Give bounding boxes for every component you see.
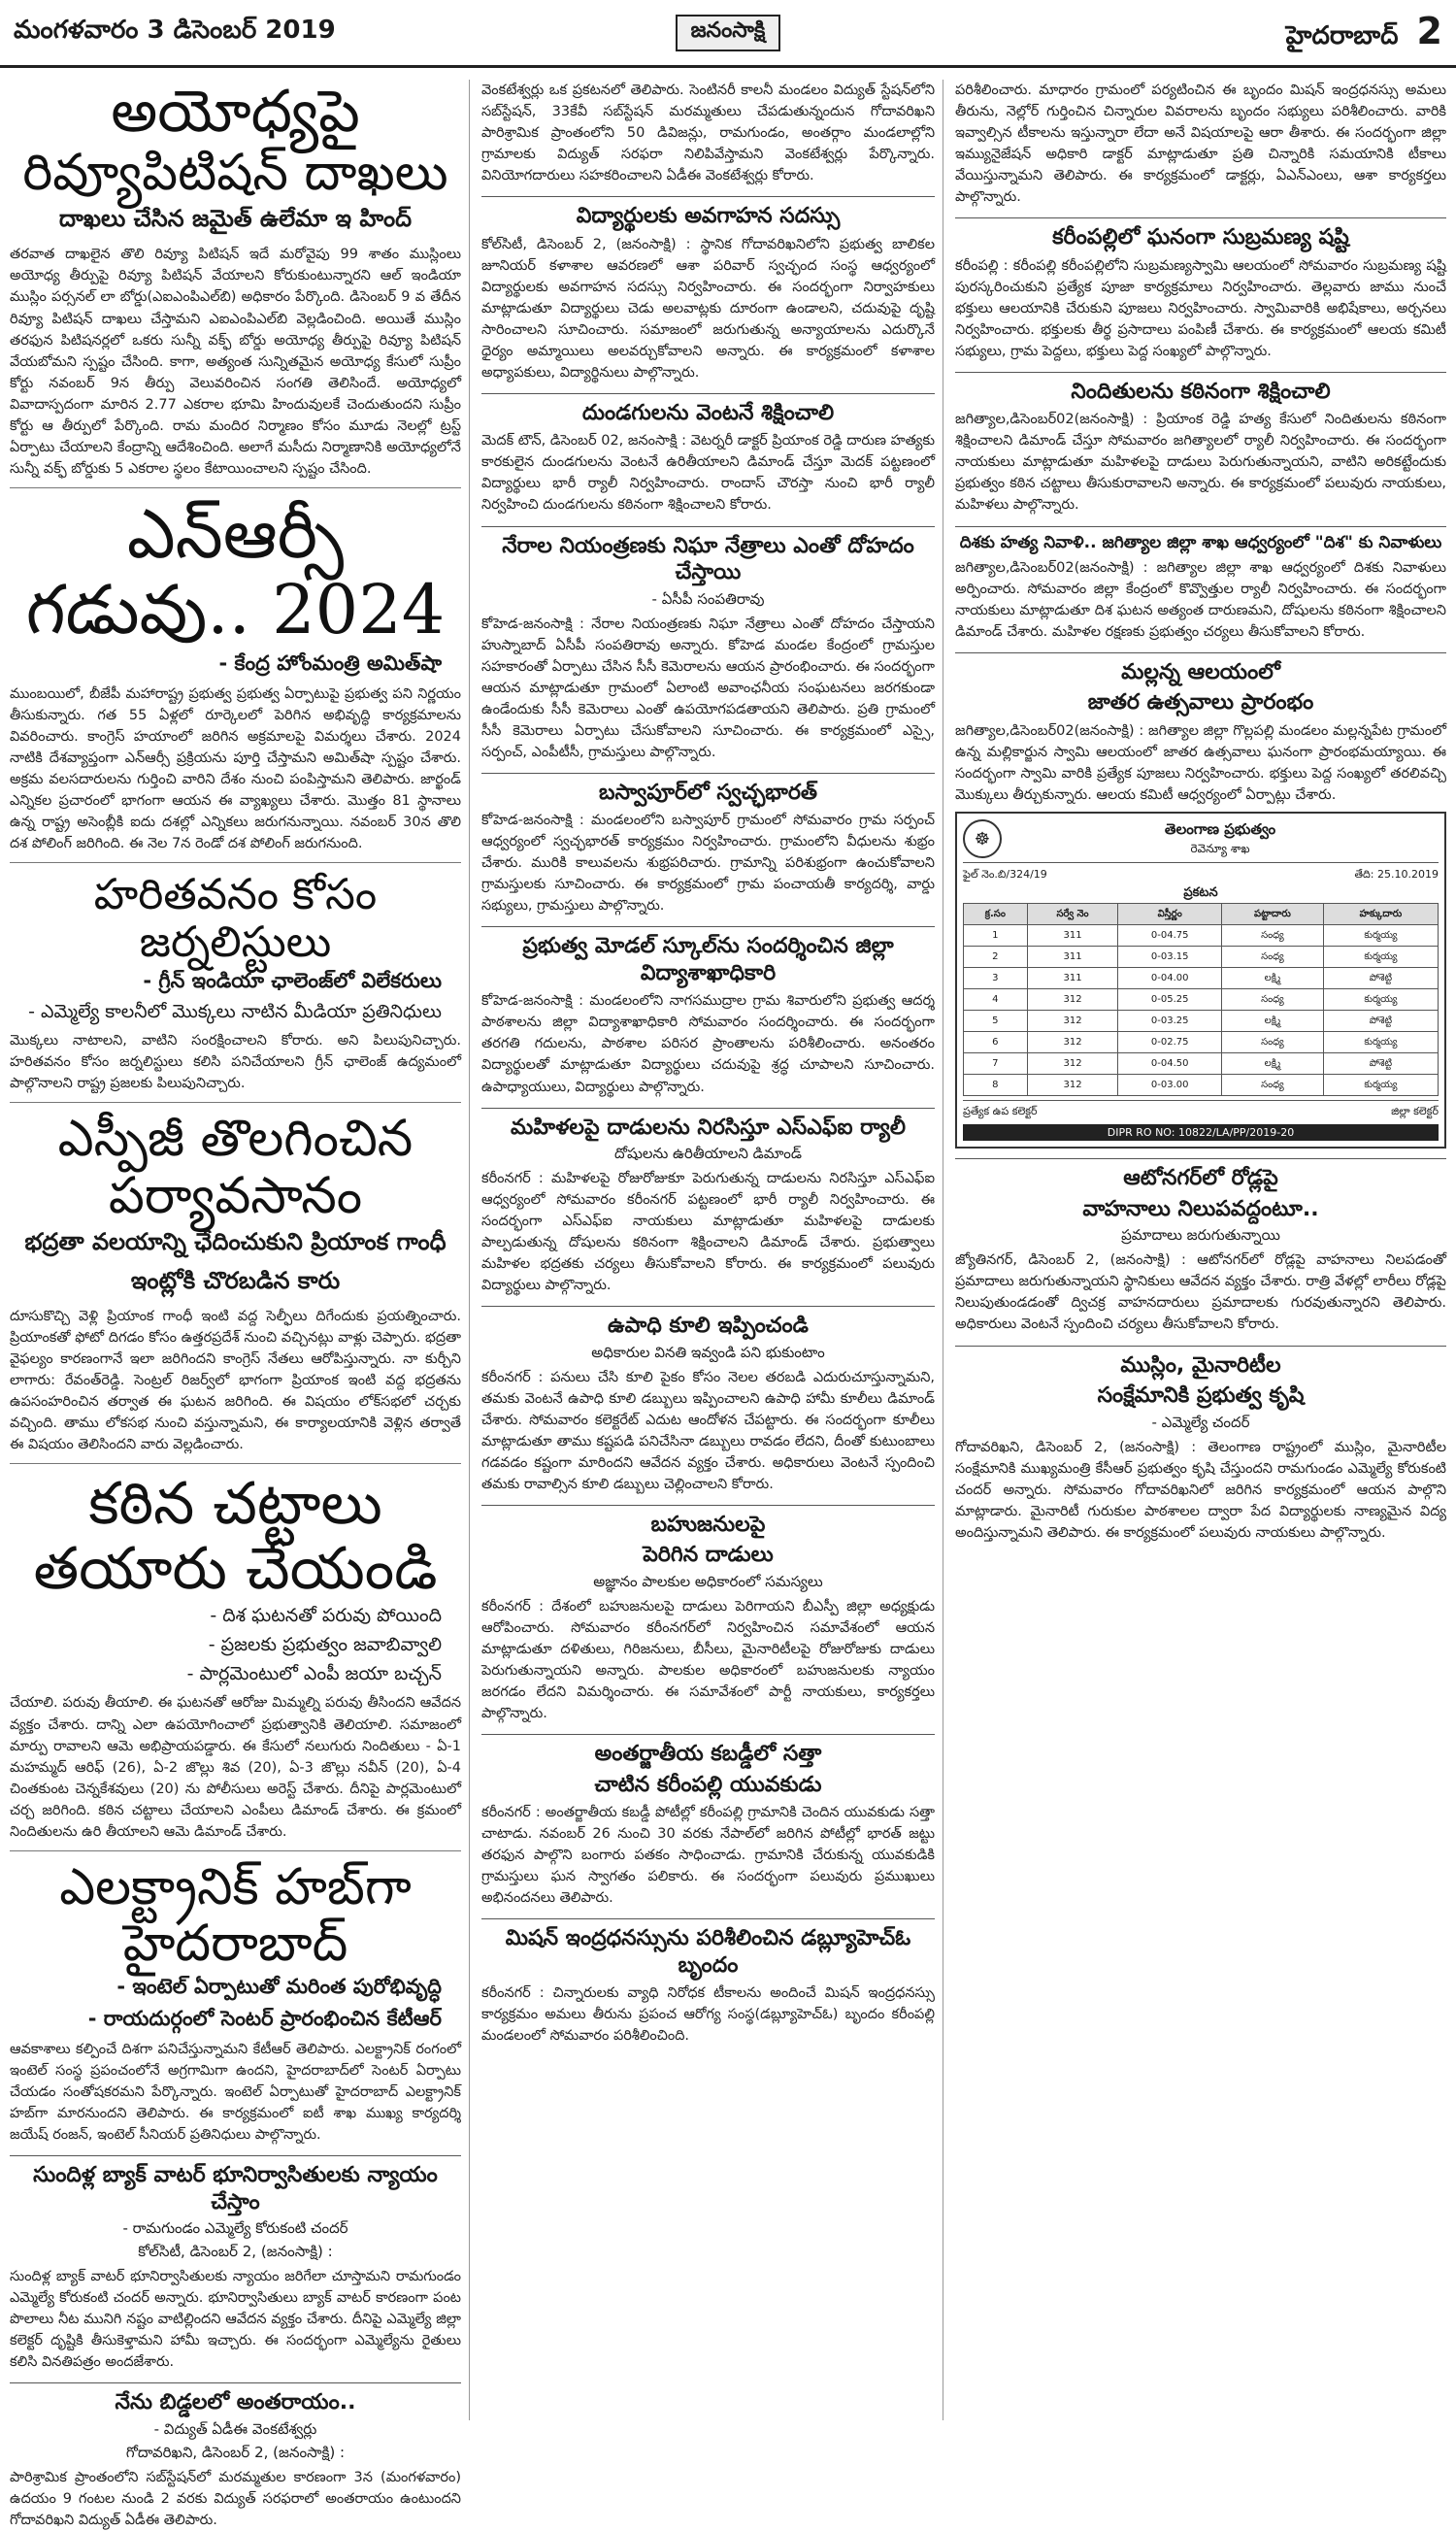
table-cell: 7 (964, 1053, 1028, 1075)
ad-dept: రెవెన్యూ శాఖ (1190, 841, 1250, 855)
table-cell: 0-03.00 (1118, 1075, 1222, 1096)
table-cell: కుర్మయ్య (1323, 947, 1438, 968)
story-byline: - రామగుండం ఎమ్మెల్యే కోరుకంటి చందర్ (122, 2219, 348, 2238)
story-headline: మల్లన్న ఆలయంలో (955, 652, 1446, 686)
story-headline: అయోధ్యపై (111, 78, 360, 146)
story-shashti (955, 217, 1446, 362)
table-cell: 2 (964, 947, 1028, 968)
story-headline: ఎన్ఆర్సీ (126, 493, 345, 574)
table-row (964, 1053, 1439, 1075)
story-byline: ప్రమాదాలు జరుగుతున్నాయి (1121, 1226, 1280, 1245)
table-cell: 0-02.75 (1118, 1032, 1222, 1053)
story-headline: సంక్షేమానికి ప్రభుత్వ కృషి (1097, 1383, 1305, 1409)
ad-meta (963, 867, 1439, 882)
story-body: పారిశ్రామిక ప్రాంతంలోని సబ్‌స్టేషన్‌లో మరమ్మతుల కారణంగా 3న (మంగళవారం) ఉదయం 9 గంటల నుండి 2 వరకు విద్యుత్ సరఫరాలో అంతరాయం ఉంటుందని గోదావరిఖని విద్యుత్ ఏడీఈ తెలిపారు. (10, 2469, 461, 2529)
story-body: కరీంనగర్ : పనులు చేసి కూలి పైకం కోసం నెలల తరబడి ఎదురుచూస్తున్నామని, తమకు వెంటనే ఉపాధి కూలి డబ్బులు ఇప్పించాలని ఉపాధి హామీ కూలీలు డిమాండ్ చేశారు. సోమవారం కలెక్టరేట్ ఎదుట ఆందోళన చేపట్టారు. ఈ సందర్భంగా కూలీలు మాట్లాడుతూ తాము కష్టపడి పనిచేసినా డబ్బులు రావడం లేదని, దీంతో కుటుంబాలు గడవడం కష్టంగా మారిందని ఆవేదన వ్యక్తం చేశారు. అధికారులు వెంటనే స్పందించి తమకు రావాల్సిన కూలి డబ్బులు చెల్లించాలని కోరారు. (481, 1369, 935, 1492)
table-cell: 312 (1027, 1053, 1118, 1075)
story-body: వెంకటేశ్వర్లు ఒక ప్రకటనలో తెలిపారు. సెంటినరీ కాలనీ మండలం విద్యుత్ స్టేషన్‌లోని సబ్‌స్టేషన్, 33కేవీ సబ్‌స్టేషన్ మరమ్మతులు చేపడుతున్నందున గోదావరిఖని పారిశ్రామిక ప్రాంతంలోని 50 డివిజన్లు, రామగుండం, అంతర్గాం మండలాల్లోని గ్రామాలకు విద్యుత్ సరఫరా నిలిపివేస్తామని వెంకటేశ్వర్లు పేర్కొన్నారు. వినియోగదారులు సహకరించాలని ఏడీఈ వెంకటేశ్వర్లు కోరారు. (481, 83, 935, 184)
story-body: తరవాత దాఖలైన తొలి రివ్యూ పిటిషన్ ఇదే మరోవైపు 99 శాతం ముస్లింలు అయోధ్య తీర్పుపై రివ్యూ పిటిషన్ వేయాలని కోరుకుంటున్నారని ఆల్ ఇండియా ముస్లిం పర్సనల్ లా బోర్డు(ఎఐఎంపిఎల్‌బి) అధికారం పేర్కొంది. డిసెంబర్ 9 వ తేదీన రివ్యూ పిటిషన్ దాఖలు చేస్తామని ఎఐఎంపిఎల్‌బి వెల్లడించింది. అయితే ముస్లిం తరఫున పిటిషనర్లలో ఒకరు సున్నీ వక్ఫ్ బోర్డు అయోధ్య తీర్పుపై రివ్యూ పిటిషన్ వేయబోమని స్పష్టం చేసింది. కాగా, అత్యంత సున్నితమైన అయోధ్య కేసులో సుప్రీం కోర్టు నవంబర్ 9న తీర్పు వెలువరించిన సంగతి తెలిసిందే. అయోధ్యలో వివాదాస్పదంగా మారిన 2.77 ఎకరాల భూమి హిందువులకే చెందుతుందని సుప్రీం కోర్టు ఆ తీర్పులో పేర్కొంది. రామ మందిర నిర్మాణం కోసం మూడు నెలల్లో ట్రస్ట్ ఏర్పాటు చేయాలని కేంద్రాన్ని ఆదేశించింది. అలాగే మసీదు నిర్మాణానికి అయోధ్యలోనే సున్నీ వక్ఫ్ బోర్డుకు 5 ఎకరాల స్థలం కేటాయించాలని స్పష్టం చేసింది. (10, 247, 461, 477)
table-cell: 312 (1027, 1075, 1118, 1096)
table-row (964, 1075, 1439, 1096)
story-awareness (481, 196, 935, 383)
story-headline: హైదరాబాద్ (122, 1914, 348, 1973)
edition-city: హైదరాబాద్ (1285, 20, 1399, 50)
story-body: కోహెడ-జనంసాక్షి : నేరాల నియంత్రణకు నిఘా నేత్రాలు ఎంతో దోహదం చేస్తాయని హుస్నాబాద్ ఏసీపీ సంపతిరావు అన్నారు. కోహెడ మండల కేంద్రంలో గ్రామస్తుల సహకారంతో ఏర్పాటు చేసిన సీసీ కెమెరాలను ఆయన ప్రారంభించారు. ఈ సందర్భంగా ఆయన మాట్లాడుతూ గ్రామంలో ఏలాంటి అవాంఛనీయ సంఘటనలు జరగకుండా ఉండేందుకు సీసీ కెమెరాలు ఎంతో ఉపయోగపడతాయని తెలిపారు. ప్రతి గ్రామంలో సీసీ కెమెరాలు ఏర్పాటు చేసుకోవాలని సూచించారు. ఈ కార్యక్రమంలో ఎస్సై, సర్పంచ్, ఎంపీటీసీ, గ్రామస్తులు పాల్గొన్నారు. (481, 616, 935, 760)
story-body: చేయాలి. పరువు తీయాలి. ఈ ఘటనతో ఆరోజు మిమ్మల్ని పరువు తీసిందని ఆవేదన వ్యక్తం చేశారు. దాన్ని ఎలా ఉపయోగించాలో ప్రభుత్వానికి తెలియాలి. సమాజంలో మార్పు రావాలని ఆమె అభిప్రాయపడ్డారు. ఈ కేసులో నలుగురు నిందితులు - ఏ-1 మహమ్మద్ ఆరిఫ్ (26), ఏ-2 జొల్లు శివ (20), ఏ-3 జొల్లు నవీన్ (20), ఏ-4 చింతకుంట చెన్నకేశవులు (20) ను పోలీసులు అరెస్ట్ చేశారు. దీనిపై పార్లమెంటులో చర్చ జరిగింది. కఠిన చట్టాలు చేయాలని ఎంపీలు డిమాండ్ చేశారు. ఈ క్రమంలో నిందితులను ఉరి తీయాలని ఆమె డిమాండ్ చేశారు. (10, 1695, 461, 1840)
story-headline: మిషన్ ఇంద్రధనస్సును పరిశీలించిన డబ్ల్యూహెచ్ఓ బృందం (481, 1918, 935, 1979)
story-byline: - ఏసీపీ సంపతిరావు (651, 589, 765, 608)
table-cell: లక్ష్మి (1222, 968, 1324, 989)
story-body: కరీంనగర్ : మహిళలపై రోజురోజుకూ పెరుగుతున్న దాడులను నిరసిస్తూ ఎస్ఎఫ్ఐ ఆధ్వర్యంలో సోమవారం కరీంనగర్ పట్టణంలో భారీ ర్యాలీ నిర్వహించారు. ఈ సందర్భంగా ఎస్ఎఫ్ఐ నాయకులు మాట్లాడుతూ మహిళలపై దాడులకు పాల్పడుతున్న దోషులను కఠినంగా శిక్షించాలని డిమాండ్ చేశారు. ప్రభుత్వాలు మహిళల భద్రతకు చర్యలు తీసుకోవాలని కోరారు. ఈ కార్యక్రమంలో పలువురు విద్యార్థులు పాల్గొన్నారు. (481, 1171, 935, 1294)
story-mallanna (955, 652, 1446, 806)
story-body: కరీంనగర్ : అంతర్జాతీయ కబడ్డీ పోటీల్లో కరీంపల్లి గ్రామానికి చెందిన యువకుడు సత్తా చాటాడు. నవంబర్ 26 నుంచి 30 వరకు నేపాల్‌లో జరిగిన పోటీల్లో భారత్ జట్టు తరఫున పాల్గొని బంగారు పతకం సాధించాడు. గ్రామానికి చేరుకున్న యువకుడికి గ్రామస్తులు ఘన స్వాగతం పలికారు. ఈ సందర్భంగా పలువురు ప్రముఖులు అభినందనలు తెలిపారు. (481, 1805, 935, 1907)
story-headline: ఆటోనగర్‌లో రోడ్లపై (955, 1158, 1446, 1192)
story-body: కోహెడ-జనంసాక్షి : మండలంలోని బస్వాపూర్ గ్రామంలో సోమవారం గ్రామ సర్పంచ్ ఆధ్వర్యంలో స్వచ్ఛభారత్ కార్యక్రమం నిర్వహించారు. గ్రామంలోని వీధులను శుభ్రం చేశారు. మురికి కాలువలను శుభ్రపరిచారు. గ్రామాన్ని పరిశుభ్రంగా ఉంచుకోవాలని గ్రామస్తులకు సూచించారు. ఈ కార్యక్రమంలో గ్రామ పంచాయతీ కార్యదర్శి, వార్డు సభ్యులు, గ్రామస్తులు పాల్గొన్నారు. (481, 813, 935, 915)
ad-footer (963, 1100, 1439, 1120)
column-header: హక్కుదారు (1323, 904, 1438, 925)
ad-ref: ఫైల్ నెం.బి/324/19 (963, 868, 1047, 881)
story-headline: మహిళలపై దాడులను నిరసిస్తూ ఎస్ఎఫ్ఐ ర్యాలీ (481, 1108, 935, 1142)
story-haritavanam (10, 871, 461, 1095)
ad-signatory-left: ప్రత్యేక ఉప కలెక్టర్ (963, 1105, 1038, 1118)
divider (10, 862, 461, 863)
story-headline: నిందితులను కఠినంగా శిక్షించాలి (955, 372, 1446, 406)
story-subhead: భద్రతా వలయాన్ని ఛేదించుకుని ప్రియాంక గాంధీ (24, 1227, 447, 1255)
story-headline: ఎస్పీజీ తొలగించిన (57, 1110, 414, 1169)
issue-date: మంగళవారం 3 డిసెంబర్ 2019 (14, 15, 336, 45)
story-headline: ఉపాధి కూలి ఇప్పించండి (481, 1306, 935, 1340)
story-body: మెదక్ టౌన్, డిసెంబర్ 02, జనంసాక్షి : వెటర్నరీ డాక్టర్ ప్రియాంక రెడ్డి దారుణ హత్యకు కారకులైన దుండగులను వెంటనే ఉరితీయాలని డిమాండ్ చేస్తూ మెదక్ పట్టణంలో విద్యార్థులు భారీ ర్యాలీ నిర్వహించారు. రాందాస్ చౌరస్తా నుంచి భారీ ర్యాలీ నిర్వహించి దుండగులను కఠినంగా శిక్షించాలని కోరారు. (481, 433, 935, 514)
table-row (964, 947, 1439, 968)
column-header: విస్తీర్ణం (1118, 904, 1222, 925)
story-body: జ్యోతినగర్, డిసెంబర్ 2, (జనంసాక్షి) : ఆటోనగర్‌లో రోడ్లపై వాహనాలు నిలపడంతో ప్రమాదాలు జరుగుతున్నాయని స్థానికులు ఆవేదన వ్యక్తం చేశారు. రాత్రి వేళల్లో లారీలు రోడ్లపై నిలుపుతుండడంతో ద్విచక్ర వాహనదారులు ప్రమాదాలకు గురవుతున్నారని తెలిపారు. అధికారులు వెంటనే స్పందించి చర్యలు తీసుకోవాలని కోరారు. (955, 1252, 1446, 1333)
story-headline: ముస్లిం, మైనారిటీల (955, 1346, 1446, 1380)
story-body: జగిత్యాల,డిసెంబర్02(జనంసాక్షి) : జగిత్యాల జిల్లా శాఖ ఆధ్వర్యంలో దిశకు నివాళులు అర్పించారు. సోమవారం జిల్లా కేంద్రంలో కొవ్వొత్తుల ర్యాలీ నిర్వహించారు. ఈ సందర్భంగా నాయకులు మాట్లాడుతూ దిశ ఘటన అత్యంత దారుణమని, దోషులను కఠినంగా శిక్షించాలని డిమాండ్ చేశారు. మహిళల రక్షణకు ప్రభుత్వం చర్యలు తీసుకోవాలని కోరారు. (955, 559, 1446, 640)
table-cell: 3 (964, 968, 1028, 989)
story-body: కోల్‌సిటీ, డిసెంబర్ 2, (జనంసాక్షి) : స్థానిక గోదావరిఖనిలోని ప్రభుత్వ బాలికల జూనియర్ కళాశాల ఆవరణలో ఆశా పరివార్ స్వచ్ఛంద సంస్థ ఆధ్వర్యంలో విద్యార్థులకు అవగాహన సదస్సు నిర్వహించారు. ఈ సందర్భంగా నిర్వాహకులు మాట్లాడుతూ విద్యార్థులు చెడు అలవాట్లకు దూరంగా ఉండాలని, చదువుపై దృష్టి సారించాలని సూచించారు. సమాజంలో జరుగుతున్న అన్యాయాలను ఎదుర్కొనే ధైర్యం అమ్మాయిలు అలవర్చుకోవాలని అన్నారు. ఈ కార్యక్రమంలో కళాశాల అధ్యాపకులు, విద్యార్థినులు పాల్గొన్నారు. (481, 236, 935, 381)
story-headline: గడువు.. 2024 (25, 570, 446, 650)
story-body: దూసుకొచ్చి వెళ్లి ప్రియాంక గాంధీ ఇంటి వద్ద సెల్ఫీలు దిగేందుకు ప్రయత్నించారు. ప్రియాంకతో ఫోటో దిగడం కోసం ఉత్తరప్రదేశ్ నుంచి వచ్చినట్లు వాళ్లు చెప్పారు. భద్రతా వైఫల్యం కారణంగానే ఇలా జరిగిందని కాంగ్రెస్ నేతలు ఆరోపిస్తున్నారు. నా కుర్చీని లాగారు: రేవంత్‌రెడ్డి. సెంట్రల్ రిజర్వ్‌లో భాగంగా ప్రియాంక ఇంటి వద్ద భద్రతను ఉపసంహరించిన తర్వాత ఈ ఘటన జరిగింది. ఈ విషయం లోక్‌సభలో చర్చకు వచ్చింది. తాము లోకసభ నుంచి వస్తున్నామని, ఈ కార్యాలయానికి వెళ్లిన తర్వాతే ఈ విషయం తెలిసిందని వారు వెల్లడించారు. (10, 1308, 461, 1453)
story-wages (481, 1306, 935, 1495)
table-cell: సంధ్య (1222, 989, 1324, 1011)
story-headline: ఎలక్ట్రానిక్ హబ్‌గా (59, 1857, 412, 1916)
table-row (964, 1032, 1439, 1053)
story-headline: నేరాల నియంత్రణకు నిఘా నేత్రాలు ఎంతో దోహదం చేస్తాయి (481, 526, 935, 586)
story-subhead: - పార్లమెంటులో ఎంపీ జయా బచ్చన్ (186, 1663, 442, 1685)
story-headline: వాహనాలు నిలుపవద్దంటూ.. (1082, 1196, 1319, 1221)
story-subhead: - ప్రజలకు ప్రభుత్వం జవాబివ్వాలి (208, 1634, 442, 1656)
land-schedule-table (963, 903, 1439, 1096)
story-byline: - విద్యుత్ ఏడీఈ వెంకటేశ్వర్లు (153, 2419, 317, 2438)
story-spg (10, 1111, 461, 1455)
table-cell: లక్ష్మి (1222, 1053, 1324, 1075)
story-headline: నేను బిడ్డలలో అంతరాయం.. (10, 2382, 461, 2416)
story-sfi-rally (481, 1108, 935, 1297)
table-cell: కుర్మయ్య (1323, 1032, 1438, 1053)
government-notice-ad (955, 812, 1446, 1149)
table-cell: 8 (964, 1075, 1028, 1096)
masthead (0, 0, 1456, 68)
table-cell: 0-05.25 (1118, 989, 1222, 1011)
story-headline: రివ్యూపిటిషన్ దాఖలు (22, 144, 448, 203)
table-cell: సంధ్య (1222, 1075, 1324, 1096)
dipr-number: DIPR RO NO: 10822/LA/PP/2019-20 (963, 1124, 1439, 1141)
table-cell: సంధ్య (1222, 947, 1324, 968)
story-headline: దుండగులను వెంటనే శిక్షించాలి (481, 393, 935, 427)
table-cell: 312 (1027, 1032, 1118, 1053)
story-body: పరిశీలించారు. మాధారం గ్రామంలో పర్యటించిన ఈ బృందం మిషన్ ఇంద్రధనస్సు అమలు తీరును, నెల్లోర్ గుర్తించిన చిన్నారుల వివరాలను బృందం సభ్యులు పరిశీలించారు. వారికి ఇవ్వాల్సిన టీకాలను ఇస్తున్నారా లేదా అనే విషయాలపై ఆరా తీశారు. ఈ సందర్భంగా జిల్లా ఇమ్యునైజేషన్ అధికారి డాక్టర్ మాట్లాడుతూ ప్రతి చిన్నారికి సమయానికి టీకాలు వేయిస్తున్నామని తెలిపారు. ఈ కార్యక్రమంలో డాక్టర్లు, ఏఎన్ఎంలు, ఆశా కార్యకర్తలు పాల్గొన్నారు. (955, 83, 1446, 206)
column-header: క్ర.సం (964, 904, 1028, 925)
story-byline: అధికారుల వినతి ఇవ్వండి పని భుకుంటాం (591, 1343, 825, 1361)
page-number: 2 (1416, 9, 1442, 52)
story-body: కోహెడ-జనంసాక్షి : మండలంలోని నాగసముద్రాల గ్రామ శివారులోని ప్రభుత్వ ఆదర్శ పాఠశాలను జిల్లా విద్యాశాఖాధికారి సోమవారం సందర్శించారు. ఈ సందర్భంగా తరగతి గదులను, పాఠశాల పరిసర ప్రాంతాలను పరిశీలించారు. అనంతరం విద్యార్థులతో మాట్లాడుతూ విద్యార్థులు చదువుపై శ్రద్ధ చూపాలని సూచించారు. ఉపాధ్యాయులు, విద్యార్థులు పాల్గొన్నారు. (481, 993, 935, 1095)
story-subhead: దాఖలు చేసిన జమైత్ ఉలేమా ఇ హింద్ (58, 205, 413, 233)
story-subhead: - కేంద్ర హోంమంత్రి అమిత్‌షా (218, 650, 442, 675)
story-body: సుందిళ్ల బ్యాక్ వాటర్ భూనిర్వాసితులకు న్యాయం జరిగేలా చూస్తామని రామగుండం ఎమ్మెల్యే కోరుకంటి చందర్ అన్నారు. భూనిర్వాసితులు బ్యాక్ వాటర్ కారణంగా పంట పొలాలు నీట మునిగి నష్టం వాటిల్లిందని ఆవేదన వ్యక్తం చేశారు. దీనిపై ఎమ్మెల్యే జిల్లా కలెక్టర్ దృష్టికి తీసుకెళ్తామని హామీ ఇచ్చారు. ఈ సందర్భంగా ఎమ్మెల్యేను రైతులు కలిసి వినతిపత్రం అందజేశారు. (10, 2269, 461, 2371)
table-row (964, 925, 1439, 947)
table-cell: 0-04.50 (1118, 1053, 1222, 1075)
ad-signatory-right: జిల్లా కలెక్టర్ (1391, 1105, 1439, 1118)
story-accused (955, 372, 1446, 516)
table-cell: 4 (964, 989, 1028, 1011)
story-ayodhya (10, 80, 461, 480)
column-header: సర్వే నెం (1027, 904, 1118, 925)
table-cell: 6 (964, 1032, 1028, 1053)
table-cell: 0-04.00 (1118, 968, 1222, 989)
story-subhead: - గ్రీన్ ఇండియా ఛాలెంజ్‌లో విలేకరులు (143, 969, 442, 993)
story-model-school (481, 926, 935, 1097)
table-cell: సంధ్య (1222, 1032, 1324, 1053)
story-headline: పర్యావసానం (108, 1166, 363, 1225)
column-header: పట్టాదారు (1222, 904, 1324, 925)
story-dateline: గోదావరిఖని, డిసెంబర్ 2, (జనంసాక్షి) : (125, 2443, 346, 2461)
story-punish (481, 393, 935, 516)
table-cell: కుర్మయ్య (1323, 1075, 1438, 1096)
table-cell: 311 (1027, 925, 1118, 947)
column-middle (481, 80, 943, 2420)
story-disha-tribute (955, 526, 1446, 643)
divider (10, 1850, 461, 1851)
story-who (481, 1918, 935, 2047)
story-swachh (481, 773, 935, 917)
story-byline: అజ్ఞానం పాలకుల అధికారంలో సమస్యలు (593, 1572, 823, 1590)
story-headline: అంతర్జాతీయ కబడ్డీలో సత్తా (481, 1734, 935, 1768)
story-headline: కఠిన చట్టాలు (88, 1470, 382, 1539)
paper-logo (480, 15, 976, 51)
story-dateline: కోల్‌సిటీ, డిసెంబర్ 2, (జనంసాక్షి) : (138, 2243, 333, 2261)
story-headline: చాటిన కరీంపల్లి యువకుడు (594, 1772, 822, 1797)
column-right (955, 80, 1446, 2420)
story-nrc (10, 493, 461, 854)
story-body: ముంబయిలో, బీజేపీ మహారాష్ట్ర ప్రభుత్వ ప్రభుత్వ ఏర్పాటుపై ప్రభుత్వ పని నిర్ణయం తీసుకున్నారు. గత 55 ఏళ్లలో రూర్కెలలో పెరిగిన అభివృద్ధి కార్యక్రమాలను వివరించారు. కాంగ్రెస్ హయాంలో జరిగిన అక్రమాలపై విమర్శలు చేశారు. 2024 నాటికి దేశవ్యాప్తంగా ఎన్ఆర్సీ ప్రక్రియను పూర్తి చేస్తామని అమిత్‌షా స్పష్టం చేశారు. అక్రమ వలసదారులను గుర్తించి వారిని దేశం నుంచి పంపిస్తామని తెలిపారు. జార్ఖండ్ ఎన్నికల ప్రచారంలో భాగంగా ఆయన ఈ వ్యాఖ్యలు చేశారు. మొత్తం 81 స్థానాలు ఉన్న రాష్ట్ర అసెంబ్లీకి ఐదు దశల్లో ఎన్నికలు జరుగనున్నాయి. నవంబర్ 30న తొలి దశ పోలింగ్ జరిగింది. ఈ నెల 7న రెండో దశ పోలింగ్ జరుగనుంది. (10, 685, 461, 851)
story-subhead: - రాయదుర్గంలో సెంటర్ ప్రారంభించిన కేటీఆర్ (87, 2007, 442, 2031)
story-headline: తయారు చేయండి (33, 1535, 438, 1604)
story-subhead: - దిశ ఘటనతో పరువు పోయింది (210, 1605, 442, 1627)
story-body: కరీంనగర్ : చిన్నారులకు వ్యాధి నిరోధక టీకాలను అందించే మిషన్ ఇంద్రధనస్సు కార్యక్రమం అమలు తీరును ప్రపంచ ఆరోగ్య సంస్థ(డబ్ల్యూహెచ్ఓ) బృందం కరీంపల్లి మండలంలో సోమవారం పరిశీలించింది. (481, 1985, 935, 2045)
story-body: జగిత్యాల,డిసెంబర్02(జనంసాక్షి) : ప్రియాంక రెడ్డి హత్య కేసులో నిందితులను కఠినంగా శిక్షించాలని డిమాండ్ చేస్తూ సోమవారం జగిత్యాలలో ర్యాలీ నిర్వహించారు. ఈ సందర్భంగా నాయకులు మాట్లాడుతూ మహిళలపై దాడులు పెరుగుతున్నాయని, వాటిని అరికట్టేందుకు ప్రభుత్వం కఠిన చట్టాలు తీసుకురావాలని అన్నారు. ఈ కార్యక్రమంలో పలువురు నాయకులు, మహిళలు పాల్గొన్నారు. (955, 412, 1446, 514)
story-headline: జాతర ఉత్సవాలు ప్రారంభం (1087, 690, 1314, 716)
story-sundilla (10, 2155, 461, 2373)
story-headline: హరితవనం కోసం జర్నలిస్టులు (93, 869, 378, 968)
story-cctv (481, 526, 935, 763)
table-cell: 0-04.75 (1118, 925, 1222, 947)
table-cell: 312 (1027, 989, 1118, 1011)
story-subhead: - ఎమ్మెల్యే కాలనీలో మొక్కలు నాటిన మీడియా ప్రతినిధులు (28, 1001, 442, 1023)
story-headline: దిశకు హత్య నివాళి.. జగిత్యాల జిల్లా శాఖ ఆధ్వర్యంలో "దిశ" కు నివాళులు (955, 526, 1446, 553)
story-electronic-hub (10, 1859, 461, 2147)
story-body: మొక్కలు నాటాలని, వాటిని సంరక్షించాలని కోరారు. అని పిలుపునిచ్చారు. హరితవనం కోసం జర్నలిస్టులు కలిసి పనిచేయాలని గ్రీన్ ఛాలెంజ్ ఉద్యమంలో పాల్గొనాలని రాష్ట్ర ప్రజలకు పిలుపునిచ్చారు. (10, 1033, 461, 1092)
story-bahujan (481, 1505, 935, 1724)
story-minority-welfare (955, 1346, 1446, 1544)
ad-header (963, 819, 1439, 863)
ad-notice-label: ప్రకటన (1183, 885, 1218, 901)
story-body: ఆవకాశాలు కల్పించే దిశగా పనిచేస్తున్నామని కేటీఆర్ తెలిపారు. ఎలక్ట్రానిక్ రంగంలో ఇంటెల్ సంస్థ ప్రపంచంలోనే అగ్రగామిగా ఉందని, హైదరాబాద్‌లో సెంటర్ ఏర్పాటు చేయడం సంతోషకరమని పేర్కొన్నారు. ఇంటెల్ ఏర్పాటుతో హైదరాబాద్ ఎలక్ట్రానిక్ హబ్‌గా మారనుందని తెలిపారు. ఈ కార్యక్రమంలో ఐటీ శాఖ ముఖ్య కార్యదర్శి జయేష్ రంజన్, ఇంటెల్ సీనియర్ ప్రతినిధులు పాల్గొన్నారు. (10, 2042, 461, 2144)
divider (10, 487, 461, 488)
story-subhead: - ఇంటెల్ ఏర్పాటుతో మరింత పురోభివృద్ధి (116, 1975, 442, 1999)
story-body: కరీంపల్లి : కరీంపల్లి కరీంపల్లిలోని సుబ్రమణ్యస్వామి ఆలయంలో సోమవారం సుబ్రమణ్య షష్టి పురస్కరించుకుని ప్రత్యేక పూజా కార్యక్రమాలు నిర్వహించారు. తెల్లవారు జాము నుంచే భక్తులు ఆలయానికి చేరుకుని పూజలు నిర్వహించారు. స్వామివారికి అభిషేకాలు, అర్చనలు నిర్వహించారు. భక్తులకు తీర్థ ప్రసాదాలు పంపిణీ చేశారు. ఈ కార్యక్రమంలో ఆలయ కమిటీ సభ్యులు, గ్రామ పెద్దలు, భక్తులు పెద్ద సంఖ్యలో పాల్గొన్నారు. (955, 257, 1446, 359)
story-body: కరీంనగర్ : దేశంలో బహుజనులపై దాడులు పెరిగాయని బీఎస్పీ జిల్లా అధ్యక్షుడు ఆరోపించారు. సోమవారం కరీంనగర్‌లో నిర్వహించిన సమావేశంలో ఆయన మాట్లాడుతూ దళితులు, గిరిజనులు, బీసీలు, మైనారిటీలపై రోజురోజుకు దాడులు పెరుగుతున్నాయని అన్నారు. పాలకుల అధికారంలో బహుజనులకు న్యాయం జరగడం లేదని విమర్శించారు. ఈ సమావేశంలో పార్టీ నాయకులు, కార్యకర్తలు పాల్గొన్నారు. (481, 1598, 935, 1722)
table-cell: కుర్మయ్య (1323, 989, 1438, 1011)
table-cell: పోశెట్టి (1323, 968, 1438, 989)
table-cell: పోశెట్టి (1323, 1011, 1438, 1032)
story-headline: బస్వాపూర్‌లో స్వచ్ఛభారత్ (481, 773, 935, 807)
story-headline: కరీంపల్లిలో ఘనంగా సుబ్రమణ్య షష్టి (955, 217, 1446, 251)
divider (10, 1463, 461, 1464)
table-cell: 5 (964, 1011, 1028, 1032)
story-body: జగిత్యాల,డిసెంబర్02(జనంసాక్షి) : జగిత్యాల జిల్లా గొల్లపల్లి మండలం మల్లన్నపేట గ్రామంలో ఉన్న మల్లికార్జున స్వామి ఆలయంలో జాతర ఉత్సవాలు ఘనంగా ప్రారంభమయ్యాయి. ఈ సందర్భంగా స్వామి వారికి ప్రత్యేక పూజలు నిర్వహించారు. భక్తులు పెద్ద సంఖ్యలో తరలివచ్చి మొక్కులు తీర్చుకున్నారు. ఆలయ కమిటీ ఆధ్వర్యంలో ఏర్పాట్లు చేశారు. (955, 722, 1446, 803)
story-headline: సుందిళ్ల బ్యాక్ వాటర్ భూనిర్వాసితులకు న్యాయం చేస్తాం (10, 2155, 461, 2215)
table-cell: 0-03.25 (1118, 1011, 1222, 1032)
story-subhead: ఇంట్లోకి చొరబడిన కారు (130, 1266, 341, 1294)
table-cell: 0-03.15 (1118, 947, 1222, 968)
table-cell: 311 (1027, 947, 1118, 968)
table-cell: కుర్మయ్య (1323, 925, 1438, 947)
ad-date: తేది: 25.10.2019 (1354, 868, 1439, 881)
edition-info (976, 10, 1442, 56)
story-autonagar (955, 1158, 1446, 1335)
table-row (964, 1011, 1439, 1032)
ad-gov-title: తెలంగాణ ప్రభుత్వం (1164, 819, 1276, 838)
table-cell: 312 (1027, 1011, 1118, 1032)
table-row (964, 968, 1439, 989)
story-laws (10, 1472, 461, 1843)
story-headline: విద్యార్థులకు అవగాహన సదస్సు (481, 196, 935, 230)
table-cell: పోశెట్టి (1323, 1053, 1438, 1075)
story-body: గోదావరిఖని, డిసెంబర్ 2, (జనంసాక్షి) : తెలంగాణ రాష్ట్రంలో ముస్లిం, మైనారిటీల సంక్షేమానికి ముఖ్యమంత్రి కేసీఆర్ ప్రభుత్వం కృషి చేస్తుందని రామగుండం ఎమ్మెల్యే కోరుకంటి చందర్ అన్నారు. సోమవారం గోదావరిఖనిలో జరిగిన కార్యక్రమంలో ఆయన పాల్గొని మాట్లాడారు. మైనారిటీ గురుకుల పాఠశాలల ద్వారా పేద విద్యార్థులకు నాణ్యమైన విద్య అందిస్తున్నామని తెలిపారు. ఈ కార్యక్రమంలో పలువురు నాయకులు పాల్గొన్నారు. (955, 1439, 1446, 1541)
emblem-icon: ☸ (963, 819, 1002, 858)
table-cell: లక్ష్మి (1222, 1011, 1324, 1032)
story-headline: ప్రభుత్వ మోడల్ స్కూల్‌ను సందర్శించిన జిల్లా విద్యాశాఖాధికారి (481, 926, 935, 986)
divider (10, 1102, 461, 1103)
story-kabaddi (481, 1734, 935, 1909)
story-byline: - ఎమ్మెల్యే చందర్ (1151, 1413, 1250, 1431)
table-cell: 1 (964, 925, 1028, 947)
paper-name: జనంసాక్షి (676, 15, 781, 51)
column-left (10, 78, 470, 2529)
story-power-cut (10, 2382, 461, 2531)
table-row (964, 989, 1439, 1011)
story-headline: పెరిగిన దాడులు (643, 1543, 774, 1568)
story-byline: దోషులను ఉరితీయాలని డిమాండ్ (613, 1145, 803, 1163)
story-headline: బహుజనులపై (481, 1505, 935, 1539)
table-cell: సంధ్య (1222, 925, 1324, 947)
table-cell: 311 (1027, 968, 1118, 989)
table-header-row (964, 904, 1439, 925)
